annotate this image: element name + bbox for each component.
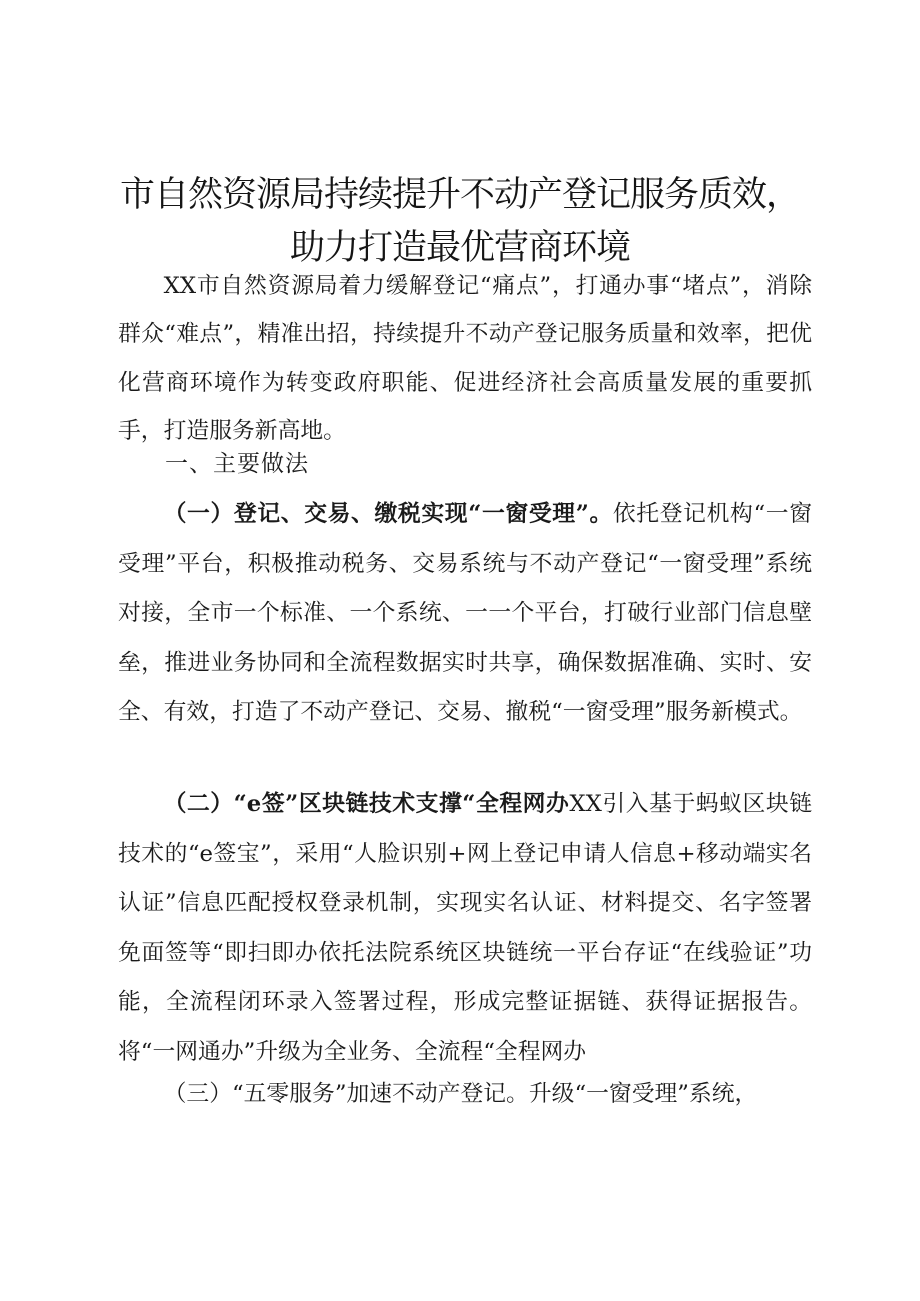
item-2-paragraph [118, 780, 812, 1077]
item-1-paragraph [118, 490, 812, 738]
item-2-text: XX引入基于蚂蚁区块链技术的“e签宝”，采用“人脸识别+网上登记申请人信息+移动端实名认证”信息匹配授权登录机制，实现实名认证、材料提交、名字签署免面签等“即扫即办依托法院系统区块链统一平台存证“在线验证”功能，全流程闭环录入签署过程，形成完整证据链、获得证据报告。将“一网通办”升级为全业务、全流程“全程网办 [118, 791, 812, 1065]
item-1-lead: （一）登记、交易、缴税实现“一窗受理”。 [163, 501, 613, 527]
section-heading-main-measures: 一、主要做法 [165, 451, 309, 477]
document-title-line-1: 市自然资源局持续提升不动产登记服务质效， [119, 175, 800, 215]
item-1-text: 依托登记机构“一窗受理”平台，积极推动税务、交易系统与不动产登记“一窗受理”系统对接，全市一个标准、一个系统、一一个平台，打破行业部门信息壁垒，推进业务协同和全流程数据实时共享，确保数据准确、实时、安全、有效，打造了不动产登记、交易、撤税“一窗受理”服务新模式。 [118, 501, 812, 725]
item-2-lead: （二）“e签”区块链技术支撑“全程网办 [163, 791, 570, 817]
intro-paragraph: XX市自然资源局着力缓解登记“痛点”，打通办事“堵点”，消除群众“难点”，精准出招，持续提升不动产登记服务质量和效率，把优化营商环境作为转变政府职能、促进经济社会高质量发展的重要抓手，打造服务新高地。 [118, 273, 812, 444]
item-3-paragraph: （三）“五零服务”加速不动产登记。升级“一窗受理”系统， [163, 1081, 758, 1107]
document-title-line-2: 助力打造最优营商环境 [289, 228, 630, 268]
